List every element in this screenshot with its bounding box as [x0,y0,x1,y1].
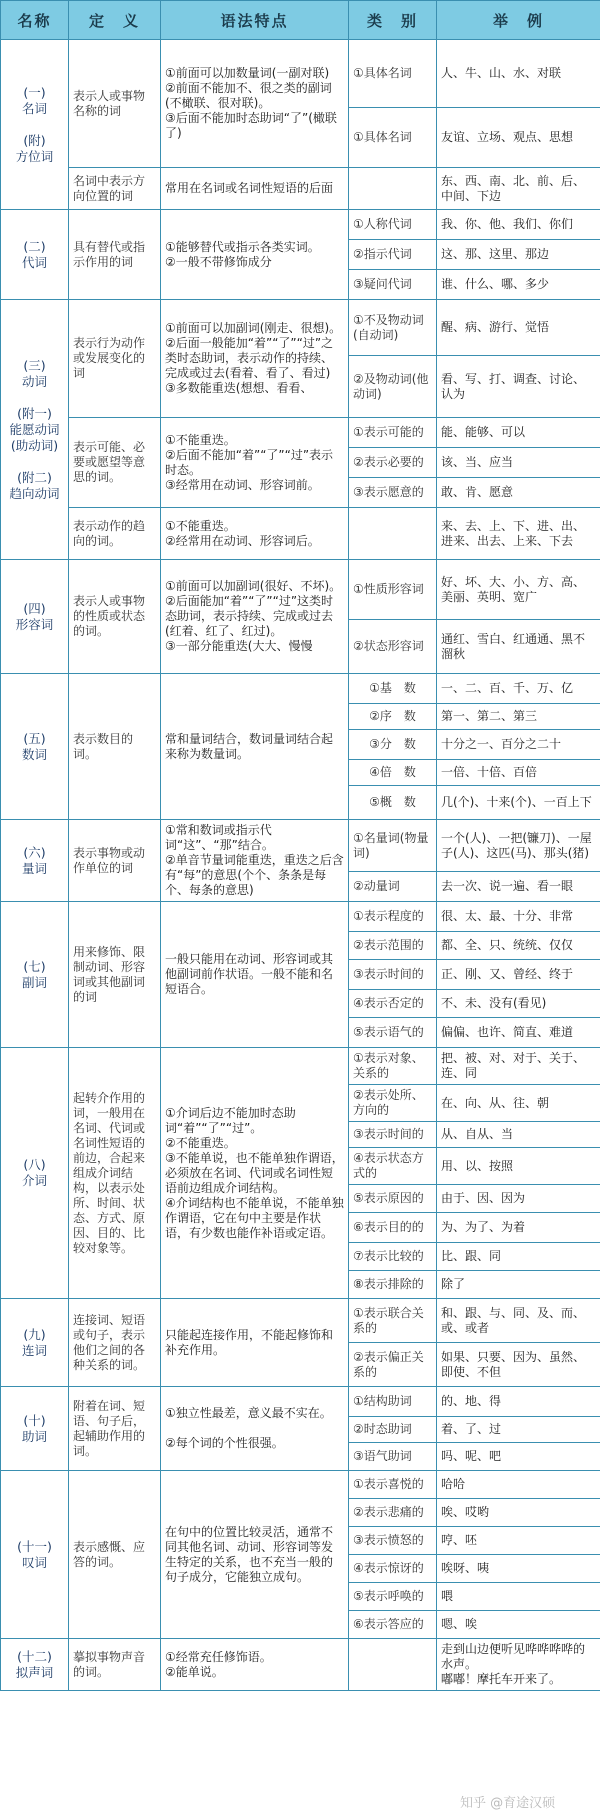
preposition-example-6: 为、为了、为着 [437,1213,600,1243]
header-name: 名称 [1,1,69,40]
numeral-grammar: 常和量词结合，数词量词结合起来称为数量词。 [161,674,349,820]
table-row [1,1471,600,1499]
preposition-grammar: ①介词后边不能加时态助词“着”“了”“过”。 ②不能重迭。 ③不能单说，也不能单独作谓语，必须放在名词、代词或名词性短语前边组成介词结构。 ④介词结构也不能单说，不能单独作谓语，它在句中主要是作状语，有少数也能作补语或定语。 [161,1048,349,1299]
adverb-example-5: 偏偏、也许、简直、难道 [437,1018,600,1048]
numeral-category-3: ③分 数 [349,730,437,760]
adverb-definition: 用来修饰、限制动词、形容词或其他副词的词 [69,902,161,1048]
table-row [1,168,600,210]
adverb-category-5: ⑤表示语气的 [349,1018,437,1048]
modal-verb-definition: 表示可能、必要或愿望等意思的词。 [69,418,161,508]
numeral-example-3: 十分之一、百分之二十 [437,730,600,760]
onomatopoeia-grammar: ①经常充任修饰语。 ②能单说。 [161,1639,349,1691]
preposition-example-3: 从、自从、当 [437,1122,600,1148]
particle-name: (十) 助词 [1,1387,69,1471]
measure-word-grammar: ①常和数词或指示代词“这”、“那”结合。 ②单音节量词能重迭，重迭之后含有“每”的意思(个个、条条是每个、每条的意思) [161,820,349,902]
verb-example-3: 能、能够、可以 [437,418,600,448]
adjective-grammar: ①前面可以加副词(很好、不坏)。 ②后面能加“着”“了”“过”这类时态助词，表示持续、完成或过去(红着、红了、红过)。 ③一部分能重迭(大大、慢慢 [161,560,349,674]
header-grammar: 语法特点 [161,1,349,40]
interjection-example-4: 唉呀、咦 [437,1555,600,1583]
noun-category-1: ①具体名词 [349,40,437,108]
directional-verb-definition: 表示动作的趋向的词。 [69,508,161,560]
verb-category-3: ①表示可能的 [349,418,437,448]
watermark-text: 知乎 @育途汉硕 [460,1796,556,1811]
table-row [1,1048,600,1085]
verb-category-4: ②表示必要的 [349,448,437,478]
preposition-category-3: ③表示时间的 [349,1122,437,1148]
adjective-example-2: 通红、雪白、红通通、黑不溜秋 [437,620,600,674]
interjection-category-6: ⑥表示答应的 [349,1611,437,1639]
adverb-example-3: 正、刚、又、曾经、终于 [437,960,600,990]
adjective-example-1: 好、坏、大、小、方、高、美丽、英明、宽广 [437,560,600,620]
interjection-category-5: ⑤表示呼唤的 [349,1583,437,1611]
conjunction-example-1: 和、跟、与、同、及、而、或、或者 [437,1299,600,1343]
noun-grammar: ①前面可以加数量词(一副对联) ②前面不能加不、很之类的副词(不橄联、很对联)。 ③后面不能加时态助词“了”(橄联了) [161,40,349,168]
preposition-definition: 起转介作用的词，一般用在名词、代词或名词性短语的前边，合起来组成介词结构，以表示处所、时间、状态、方式、原因、目的、比较对象等。 [69,1048,161,1299]
interjection-grammar: 在句中的位置比较灵活，通常不同其他名词、动词、形容词等发生特定的关系，也不充当一般的句子成分，它能独立成句。 [161,1471,349,1639]
numeral-example-1: 一、二、百、千、万、亿 [437,674,600,704]
verb-definition: 表示行为动作或发展变化的词 [69,300,161,418]
table-row [1,674,600,704]
header-row [1,1,600,40]
interjection-category-2: ②表示悲痛的 [349,1499,437,1527]
pronoun-example-3: 谁、什么、哪、多少 [437,270,600,300]
preposition-example-5: 由于、因、因为 [437,1185,600,1213]
verb-category-1: ①不及物动词(自动词) [349,300,437,356]
verb-category-5: ③表示愿意的 [349,478,437,508]
modal-verb-grammar: ①不能重迭。 ②后面不能加“着”“了”“过”表示时态。 ③经常用在动词、形容词前。 [161,418,349,508]
adjective-definition: 表示人或事物的性质或状态的词。 [69,560,161,674]
adjective-category-1: ①性质形容词 [349,560,437,620]
particle-example-3: 吗、呢、吧 [437,1443,600,1471]
numeral-example-4: 一倍、十倍、百倍 [437,760,600,786]
numeral-category-1: ①基 数 [349,674,437,704]
preposition-category-8: ⑧表示排除的 [349,1271,437,1299]
numeral-category-5: ⑤概 数 [349,786,437,820]
adverb-category-2: ②表示范围的 [349,932,437,960]
preposition-category-1: ①表示对象、关系的 [349,1048,437,1085]
interjection-example-1: 哈哈 [437,1471,600,1499]
locative-grammar: 常用在名词或名词性短语的后面 [161,168,349,210]
measure-word-example-2: 去一次、说一遍、看一眼 [437,872,600,902]
interjection-example-6: 嗯、唉 [437,1611,600,1639]
pronoun-category-2: ②指示代词 [349,240,437,270]
pronoun-grammar: ①能够替代或指示各类实词。 ②一般不带修饰成分 [161,210,349,300]
adverb-example-1: 很、太、最、十分、非常 [437,902,600,932]
interjection-example-3: 哼、呸 [437,1527,600,1555]
pronoun-example-1: 我、你、他、我们、你们 [437,210,600,240]
locative-examples: 东、西、南、北、前、后、中间、下边 [437,168,600,210]
conjunction-grammar: 只能起连接作用，不能起修饰和补充作用。 [161,1299,349,1387]
table-row [1,1299,600,1343]
adverb-category-4: ④表示否定的 [349,990,437,1018]
table-row [1,508,600,560]
verb-example-2: 看、写、打、调查、讨论、认为 [437,356,600,418]
onomatopoeia-examples: 走到山边便听见哗哗哗哗的水声。 嘟嘟！摩托车开来了。 [437,1639,600,1691]
verb-grammar: ①前面可以加副词(刚走、很想)。 ②后面一般能加“着”“了”“过”之类时态助词，表示动作的持续、完成或过去(看着、看了、看过) ③多数能重迭(想想、看看、 [161,300,349,418]
header-definition: 定 义 [69,1,161,40]
particle-grammar: ①独立性最差，意义最不实在。 ②每个词的个性很强。 [161,1387,349,1471]
interjection-category-3: ③表示愤怒的 [349,1527,437,1555]
preposition-example-8: 除了 [437,1271,600,1299]
numeral-category-4: ④倍 数 [349,760,437,786]
pronoun-definition: 具有替代或指示作用的词 [69,210,161,300]
table-row [1,1387,600,1417]
measure-word-category-1: ①名量词(物量词) [349,820,437,872]
header-category: 类 别 [349,1,437,40]
conjunction-category-1: ①表示联合关系的 [349,1299,437,1343]
conjunction-category-2: ②表示偏正关系的 [349,1343,437,1387]
pronoun-category-1: ①人称代词 [349,210,437,240]
particle-example-1: 的、地、得 [437,1387,600,1417]
interjection-category-1: ①表示喜悦的 [349,1471,437,1499]
adverb-name: (七) 副词 [1,902,69,1048]
preposition-category-4: ④表示状态方式的 [349,1148,437,1185]
preposition-example-1: 把、被、对、对于、关于、连、同 [437,1048,600,1085]
preposition-category-5: ⑤表示原因的 [349,1185,437,1213]
conjunction-definition: 连接词、短语或句子，表示他们之间的各种关系的词。 [69,1299,161,1387]
verb-category-2: ②及物动词(他动词) [349,356,437,418]
particle-category-2: ②时态助词 [349,1417,437,1443]
noun-definition: 表示人或事物名称的词 [69,40,161,168]
preposition-name: (八) 介词 [1,1048,69,1299]
verb-example-5: 敢、肯、愿意 [437,478,600,508]
measure-word-category-2: ②动量词 [349,872,437,902]
preposition-example-4: 用、以、按照 [437,1148,600,1185]
locative-definition: 名词中表示方向位置的词 [69,168,161,210]
table-row [1,1639,600,1691]
preposition-example-2: 在、向、从、往、朝 [437,1085,600,1122]
numeral-example-5: 几(个)、十来(个)、一百上下 [437,786,600,820]
adverb-grammar: 一般只能用在动词、形容词或其他副词前作状语。一般不能和名短语合。 [161,902,349,1048]
particle-category-1: ①结构助词 [349,1387,437,1417]
pronoun-category-3: ③疑问代词 [349,270,437,300]
measure-word-definition: 表示事物或动作单位的词 [69,820,161,902]
verb-example-1: 醒、病、游行、觉悟 [437,300,600,356]
conjunction-example-2: 如果、只要、因为、虽然、即使、不但 [437,1343,600,1387]
adverb-category-1: ①表示程度的 [349,902,437,932]
adverb-category-3: ③表示时间的 [349,960,437,990]
numeral-category-2: ②序 数 [349,704,437,730]
particle-definition: 附着在词、短语、句子后，起辅助作用的词。 [69,1387,161,1471]
interjection-name: (十一) 叹词 [1,1471,69,1639]
adverb-example-4: 不、未、没有(看见) [437,990,600,1018]
verb-name: (三) 动词 (附一) 能愿动词 (助动词) (附二) 趋向动词 [1,300,69,560]
onomatopoeia-definition: 摹拟事物声音的词。 [69,1639,161,1691]
table-row [1,40,600,108]
numeral-example-2: 第一、第二、第三 [437,704,600,730]
numeral-name: (五) 数词 [1,674,69,820]
directional-verb-category [349,508,437,560]
onomatopoeia-name: (十二) 拟声词 [1,1639,69,1691]
table-row [1,300,600,356]
locative-category [349,168,437,210]
particle-category-3: ③语气助词 [349,1443,437,1471]
interjection-example-5: 喂 [437,1583,600,1611]
table-row [1,418,600,448]
noun-name: (一) 名词 (附) 方位词 [1,40,69,210]
table-row [1,902,600,932]
noun-example-1: 人、牛、山、水、对联 [437,40,600,108]
particle-example-2: 着、了、过 [437,1417,600,1443]
preposition-category-7: ⑦表示比较的 [349,1243,437,1271]
interjection-definition: 表示感慨、应答的词。 [69,1471,161,1639]
table-row [1,560,600,620]
table-row [1,210,600,240]
adjective-category-2: ②状态形容词 [349,620,437,674]
interjection-category-4: ④表示惊讶的 [349,1555,437,1583]
interjection-example-2: 唉、哎哟 [437,1499,600,1527]
header-examples: 举 例 [437,1,600,40]
preposition-example-7: 比、跟、同 [437,1243,600,1271]
preposition-category-6: ⑥表示目的的 [349,1213,437,1243]
pronoun-example-2: 这、那、这里、那边 [437,240,600,270]
onomatopoeia-category [349,1639,437,1691]
conjunction-name: (九) 连词 [1,1299,69,1387]
pronoun-name: (二) 代词 [1,210,69,300]
noun-category-2: ①具体名词 [349,108,437,168]
adverb-example-2: 都、全、只、统统、仅仅 [437,932,600,960]
measure-word-name: (六) 量词 [1,820,69,902]
directional-verb-examples: 来、去、上、下、进、出、进来、出去、上来、下去 [437,508,600,560]
noun-example-2: 友谊、立场、观点、思想 [437,108,600,168]
table-row [1,820,600,872]
verb-example-4: 该、当、应当 [437,448,600,478]
adjective-name: (四) 形容词 [1,560,69,674]
preposition-category-2: ②表示处所、方向的 [349,1085,437,1122]
directional-verb-grammar: ①不能重迭。 ②经常用在动词、形容词后。 [161,508,349,560]
numeral-definition: 表示数目的词。 [69,674,161,820]
measure-word-example-1: 一个(人)、一把(镰刀)、一屋子(人)、这匹(马)、那头(猪) [437,820,600,872]
